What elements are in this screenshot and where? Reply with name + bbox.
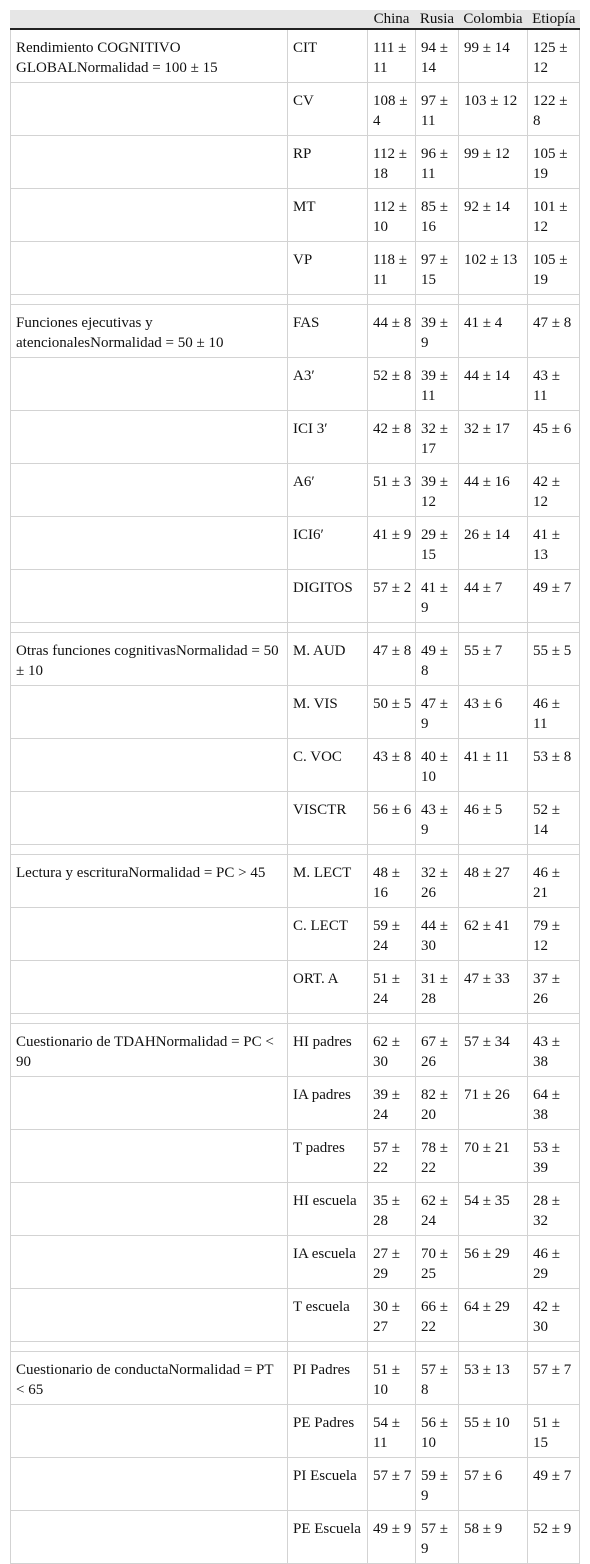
table-row — [11, 242, 580, 295]
value-china: 48 ± 16 — [368, 855, 416, 908]
value-china: 39 ± 24 — [368, 1077, 416, 1130]
value-china: 30 ± 27 — [368, 1289, 416, 1342]
spacer-cell — [528, 845, 580, 855]
variable-cell: M. AUD — [288, 633, 368, 686]
table-row — [11, 189, 580, 242]
spacer-cell — [288, 623, 368, 633]
value-colombia: 57 ± 34 — [459, 1024, 528, 1077]
spacer-cell — [11, 623, 288, 633]
value-china: 57 ± 2 — [368, 570, 416, 623]
table-row — [11, 411, 580, 464]
value-colombia: 70 ± 21 — [459, 1130, 528, 1183]
value-rusia: 97 ± 11 — [416, 83, 459, 136]
value-rusia: 78 ± 22 — [416, 1130, 459, 1183]
value-china: 118 ± 11 — [368, 242, 416, 295]
value-etiopia: 46 ± 21 — [528, 855, 580, 908]
header-china: China — [368, 10, 416, 29]
value-china: 27 ± 29 — [368, 1236, 416, 1289]
empty-group-cell — [11, 1077, 288, 1130]
value-colombia: 64 ± 29 — [459, 1289, 528, 1342]
value-etiopia: 49 ± 7 — [528, 1458, 580, 1511]
value-colombia: 71 ± 26 — [459, 1077, 528, 1130]
header-row — [11, 10, 580, 29]
section-spacer — [11, 1342, 580, 1352]
variable-cell: CIT — [288, 29, 368, 83]
value-rusia: 85 ± 16 — [416, 189, 459, 242]
value-etiopia: 47 ± 8 — [528, 305, 580, 358]
value-china: 56 ± 6 — [368, 792, 416, 845]
variable-cell: VP — [288, 242, 368, 295]
value-etiopia: 41 ± 13 — [528, 517, 580, 570]
empty-group-cell — [11, 1236, 288, 1289]
value-rusia: 40 ± 10 — [416, 739, 459, 792]
value-colombia: 62 ± 41 — [459, 908, 528, 961]
value-china: 35 ± 28 — [368, 1183, 416, 1236]
value-etiopia: 55 ± 5 — [528, 633, 580, 686]
value-colombia: 32 ± 17 — [459, 411, 528, 464]
section-spacer — [11, 845, 580, 855]
empty-group-cell — [11, 1511, 288, 1564]
value-etiopia: 57 ± 7 — [528, 1352, 580, 1405]
table-row — [11, 908, 580, 961]
section-spacer — [11, 295, 580, 305]
variable-cell: ICI 3′ — [288, 411, 368, 464]
table-row — [11, 1077, 580, 1130]
variable-cell: M. VIS — [288, 686, 368, 739]
header-colombia: Colombia — [459, 10, 528, 29]
table-row — [11, 1352, 580, 1405]
value-rusia: 82 ± 20 — [416, 1077, 459, 1130]
spacer-cell — [368, 623, 416, 633]
section-title: Cuestionario de TDAHNormalidad = PC < 90 — [11, 1024, 288, 1077]
variable-cell: DIGITOS — [288, 570, 368, 623]
spacer-cell — [288, 845, 368, 855]
value-china: 51 ± 24 — [368, 961, 416, 1014]
value-etiopia: 105 ± 19 — [528, 136, 580, 189]
spacer-cell — [11, 295, 288, 305]
spacer-cell — [368, 1342, 416, 1352]
spacer-cell — [416, 1014, 459, 1024]
header-rusia: Rusia — [416, 10, 459, 29]
value-etiopia: 46 ± 29 — [528, 1236, 580, 1289]
variable-cell: A3′ — [288, 358, 368, 411]
value-etiopia: 28 ± 32 — [528, 1183, 580, 1236]
value-rusia: 39 ± 12 — [416, 464, 459, 517]
variable-cell: ORT. A — [288, 961, 368, 1014]
empty-group-cell — [11, 1458, 288, 1511]
spacer-cell — [459, 845, 528, 855]
value-china: 108 ± 4 — [368, 83, 416, 136]
variable-cell: T padres — [288, 1130, 368, 1183]
value-rusia: 31 ± 28 — [416, 961, 459, 1014]
value-china: 43 ± 8 — [368, 739, 416, 792]
value-colombia: 55 ± 7 — [459, 633, 528, 686]
value-rusia: 94 ± 14 — [416, 29, 459, 83]
value-china: 49 ± 9 — [368, 1511, 416, 1564]
header-group — [11, 10, 288, 29]
section-spacer — [11, 1014, 580, 1024]
table-header — [11, 10, 580, 29]
value-etiopia: 42 ± 30 — [528, 1289, 580, 1342]
value-colombia: 41 ± 11 — [459, 739, 528, 792]
empty-group-cell — [11, 792, 288, 845]
variable-cell: C. LECT — [288, 908, 368, 961]
value-china: 51 ± 3 — [368, 464, 416, 517]
value-rusia: 41 ± 9 — [416, 570, 459, 623]
empty-group-cell — [11, 908, 288, 961]
empty-group-cell — [11, 739, 288, 792]
table-row — [11, 29, 580, 83]
value-etiopia: 79 ± 12 — [528, 908, 580, 961]
value-etiopia: 43 ± 38 — [528, 1024, 580, 1077]
value-china: 42 ± 8 — [368, 411, 416, 464]
value-china: 50 ± 5 — [368, 686, 416, 739]
table-row — [11, 1289, 580, 1342]
value-china: 54 ± 11 — [368, 1405, 416, 1458]
section-title: Otras funciones cognitivasNormalidad = 50 ± 10 — [11, 633, 288, 686]
value-etiopia: 122 ± 8 — [528, 83, 580, 136]
spacer-cell — [368, 845, 416, 855]
value-colombia: 47 ± 33 — [459, 961, 528, 1014]
section-title: Lectura y escrituraNormalidad = PC > 45 — [11, 855, 288, 908]
value-rusia: 70 ± 25 — [416, 1236, 459, 1289]
spacer-cell — [368, 1014, 416, 1024]
spacer-cell — [368, 295, 416, 305]
value-china: 112 ± 10 — [368, 189, 416, 242]
value-rusia: 59 ± 9 — [416, 1458, 459, 1511]
value-china: 111 ± 11 — [368, 29, 416, 83]
spacer-cell — [528, 623, 580, 633]
variable-cell: FAS — [288, 305, 368, 358]
value-etiopia: 53 ± 39 — [528, 1130, 580, 1183]
variable-cell: HI padres — [288, 1024, 368, 1077]
value-etiopia: 42 ± 12 — [528, 464, 580, 517]
spacer-cell — [416, 845, 459, 855]
value-rusia: 57 ± 8 — [416, 1352, 459, 1405]
empty-group-cell — [11, 136, 288, 189]
value-rusia: 29 ± 15 — [416, 517, 459, 570]
value-rusia: 32 ± 17 — [416, 411, 459, 464]
variable-cell: RP — [288, 136, 368, 189]
value-colombia: 92 ± 14 — [459, 189, 528, 242]
value-rusia: 56 ± 10 — [416, 1405, 459, 1458]
value-colombia: 56 ± 29 — [459, 1236, 528, 1289]
value-colombia: 57 ± 6 — [459, 1458, 528, 1511]
table-row — [11, 855, 580, 908]
value-etiopia: 125 ± 12 — [528, 29, 580, 83]
table-row — [11, 633, 580, 686]
spacer-cell — [528, 1342, 580, 1352]
value-china: 44 ± 8 — [368, 305, 416, 358]
value-etiopia: 46 ± 11 — [528, 686, 580, 739]
empty-group-cell — [11, 411, 288, 464]
table-row — [11, 1024, 580, 1077]
empty-group-cell — [11, 1130, 288, 1183]
value-etiopia: 52 ± 9 — [528, 1511, 580, 1564]
value-colombia: 99 ± 12 — [459, 136, 528, 189]
table-row — [11, 464, 580, 517]
variable-cell: A6′ — [288, 464, 368, 517]
table-row — [11, 1236, 580, 1289]
header-etiopia: Etiopía — [528, 10, 580, 29]
value-china: 41 ± 9 — [368, 517, 416, 570]
value-colombia: 102 ± 13 — [459, 242, 528, 295]
empty-group-cell — [11, 358, 288, 411]
variable-cell: PE Escuela — [288, 1511, 368, 1564]
value-colombia: 43 ± 6 — [459, 686, 528, 739]
variable-cell: CV — [288, 83, 368, 136]
table-row — [11, 1405, 580, 1458]
value-etiopia: 105 ± 19 — [528, 242, 580, 295]
value-etiopia: 64 ± 38 — [528, 1077, 580, 1130]
section-title: Rendimiento COGNITIVO GLOBALNormalidad = 100 ± 15 — [11, 29, 288, 83]
variable-cell: IA escuela — [288, 1236, 368, 1289]
spacer-cell — [528, 295, 580, 305]
value-rusia: 43 ± 9 — [416, 792, 459, 845]
value-colombia: 44 ± 14 — [459, 358, 528, 411]
empty-group-cell — [11, 1405, 288, 1458]
value-china: 62 ± 30 — [368, 1024, 416, 1077]
value-colombia: 26 ± 14 — [459, 517, 528, 570]
table-row — [11, 961, 580, 1014]
value-colombia: 53 ± 13 — [459, 1352, 528, 1405]
value-colombia: 41 ± 4 — [459, 305, 528, 358]
value-etiopia: 51 ± 15 — [528, 1405, 580, 1458]
table-row — [11, 1511, 580, 1564]
value-china: 51 ± 10 — [368, 1352, 416, 1405]
value-rusia: 96 ± 11 — [416, 136, 459, 189]
spacer-cell — [416, 623, 459, 633]
table-body — [11, 29, 580, 1564]
table-row — [11, 686, 580, 739]
value-colombia: 48 ± 27 — [459, 855, 528, 908]
value-rusia: 97 ± 15 — [416, 242, 459, 295]
value-china: 57 ± 7 — [368, 1458, 416, 1511]
spacer-cell — [416, 295, 459, 305]
spacer-cell — [459, 623, 528, 633]
table-row — [11, 136, 580, 189]
value-rusia: 67 ± 26 — [416, 1024, 459, 1077]
value-rusia: 57 ± 9 — [416, 1511, 459, 1564]
value-colombia: 44 ± 7 — [459, 570, 528, 623]
empty-group-cell — [11, 189, 288, 242]
section-title: Cuestionario de conductaNormalidad = PT < 65 — [11, 1352, 288, 1405]
value-etiopia: 53 ± 8 — [528, 739, 580, 792]
table-row — [11, 739, 580, 792]
variable-cell: IA padres — [288, 1077, 368, 1130]
value-rusia: 47 ± 9 — [416, 686, 459, 739]
value-colombia: 44 ± 16 — [459, 464, 528, 517]
spacer-cell — [11, 1342, 288, 1352]
value-rusia: 39 ± 11 — [416, 358, 459, 411]
table-row — [11, 305, 580, 358]
empty-group-cell — [11, 686, 288, 739]
value-colombia: 103 ± 12 — [459, 83, 528, 136]
spacer-cell — [459, 1014, 528, 1024]
variable-cell: PI Escuela — [288, 1458, 368, 1511]
value-etiopia: 37 ± 26 — [528, 961, 580, 1014]
variable-cell: PE Padres — [288, 1405, 368, 1458]
value-colombia: 46 ± 5 — [459, 792, 528, 845]
variable-cell: T escuela — [288, 1289, 368, 1342]
value-rusia: 32 ± 26 — [416, 855, 459, 908]
variable-cell: HI escuela — [288, 1183, 368, 1236]
empty-group-cell — [11, 464, 288, 517]
variable-cell: PI Padres — [288, 1352, 368, 1405]
empty-group-cell — [11, 570, 288, 623]
section-spacer — [11, 623, 580, 633]
table-row — [11, 358, 580, 411]
value-colombia: 55 ± 10 — [459, 1405, 528, 1458]
section-title: Funciones ejecutivas y atencionalesNormalidad = 50 ± 10 — [11, 305, 288, 358]
value-rusia: 66 ± 22 — [416, 1289, 459, 1342]
value-china: 47 ± 8 — [368, 633, 416, 686]
spacer-cell — [288, 295, 368, 305]
empty-group-cell — [11, 1183, 288, 1236]
value-china: 112 ± 18 — [368, 136, 416, 189]
value-colombia: 54 ± 35 — [459, 1183, 528, 1236]
spacer-cell — [288, 1014, 368, 1024]
value-rusia: 62 ± 24 — [416, 1183, 459, 1236]
empty-group-cell — [11, 242, 288, 295]
empty-group-cell — [11, 83, 288, 136]
table-row — [11, 1130, 580, 1183]
value-etiopia: 45 ± 6 — [528, 411, 580, 464]
value-rusia: 39 ± 9 — [416, 305, 459, 358]
variable-cell: ICI6′ — [288, 517, 368, 570]
value-etiopia: 49 ± 7 — [528, 570, 580, 623]
table-row — [11, 1183, 580, 1236]
table-row — [11, 517, 580, 570]
value-colombia: 58 ± 9 — [459, 1511, 528, 1564]
spacer-cell — [459, 1342, 528, 1352]
variable-cell: MT — [288, 189, 368, 242]
empty-group-cell — [11, 961, 288, 1014]
spacer-cell — [11, 845, 288, 855]
spacer-cell — [11, 1014, 288, 1024]
table-row — [11, 83, 580, 136]
spacer-cell — [459, 295, 528, 305]
variable-cell: C. VOC — [288, 739, 368, 792]
value-rusia: 44 ± 30 — [416, 908, 459, 961]
variable-cell: VISCTR — [288, 792, 368, 845]
spacer-cell — [416, 1342, 459, 1352]
value-china: 52 ± 8 — [368, 358, 416, 411]
empty-group-cell — [11, 517, 288, 570]
variable-cell: M. LECT — [288, 855, 368, 908]
value-china: 59 ± 24 — [368, 908, 416, 961]
table-row — [11, 792, 580, 845]
header-variable — [288, 10, 368, 29]
value-etiopia: 43 ± 11 — [528, 358, 580, 411]
results-table — [10, 10, 580, 1564]
value-china: 57 ± 22 — [368, 1130, 416, 1183]
spacer-cell — [288, 1342, 368, 1352]
table-row — [11, 570, 580, 623]
value-etiopia: 101 ± 12 — [528, 189, 580, 242]
value-rusia: 49 ± 8 — [416, 633, 459, 686]
empty-group-cell — [11, 1289, 288, 1342]
value-etiopia: 52 ± 14 — [528, 792, 580, 845]
value-colombia: 99 ± 14 — [459, 29, 528, 83]
spacer-cell — [528, 1014, 580, 1024]
table-row — [11, 1458, 580, 1511]
